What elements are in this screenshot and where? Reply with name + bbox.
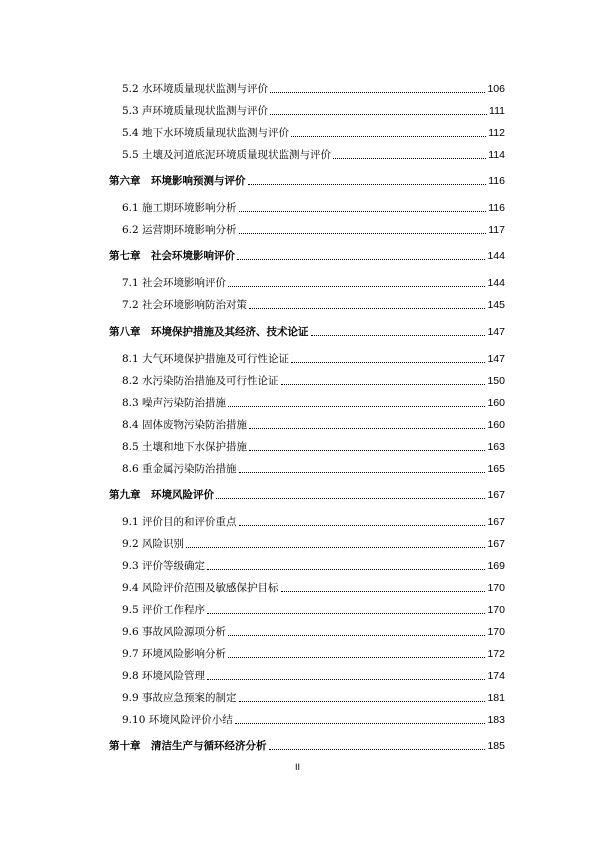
toc-section-entry[interactable] <box>122 144 505 162</box>
toc-page-number: 144 <box>487 250 505 262</box>
dot-leader <box>249 428 485 429</box>
toc-page-number: 116 <box>488 175 505 187</box>
dot-leader <box>239 211 487 212</box>
toc-page-number: 167 <box>487 538 505 550</box>
toc-chapter-entry[interactable] <box>109 170 505 188</box>
toc-entry-label: 8.2 水污染防治措施及可行性论证 <box>122 375 279 387</box>
toc-page-number: 117 <box>488 224 505 236</box>
toc-page-number: 185 <box>487 740 505 752</box>
toc-page-number: 111 <box>489 105 505 117</box>
toc-chapter-entry[interactable] <box>109 245 505 263</box>
toc-chapter-entry[interactable] <box>109 321 505 339</box>
toc-section-entry[interactable] <box>122 294 505 312</box>
toc-section-entry[interactable] <box>122 665 505 683</box>
toc-page-number: 160 <box>487 397 505 409</box>
toc-page-number: 170 <box>487 626 505 638</box>
toc-page-number: 144 <box>487 277 505 289</box>
dot-leader <box>248 184 487 185</box>
toc-page-number: 181 <box>487 692 505 704</box>
toc-page-number: 145 <box>487 299 505 311</box>
toc-entry-label: 9.4 风险评价范围及敏感保护目标 <box>122 582 279 594</box>
dot-leader <box>216 498 485 499</box>
dot-leader <box>269 749 486 750</box>
dot-leader <box>207 679 485 680</box>
toc-section-entry[interactable] <box>122 533 505 551</box>
toc-entry-label: 5.2 水环境质量现状监测与评价 <box>122 83 269 95</box>
toc-entry-label: 7.1 社会环境影响评价 <box>122 277 227 289</box>
dot-leader <box>239 525 486 526</box>
toc-section-entry[interactable] <box>122 511 505 529</box>
toc-section-entry[interactable] <box>122 577 505 595</box>
dot-leader <box>270 114 487 115</box>
toc-section-entry[interactable] <box>122 599 505 617</box>
toc-entry-label: 第七章 社会环境影响评价 <box>109 250 235 262</box>
dot-leader <box>207 569 485 570</box>
toc-entry-label: 9.8 环境风险管理 <box>122 670 206 682</box>
toc-section-entry[interactable] <box>122 621 505 639</box>
toc-entry-label: 9.7 环境风险影响分析 <box>122 648 227 660</box>
toc-section-entry[interactable] <box>122 414 505 432</box>
toc-entry-label: 第十章 清洁生产与循环经济分析 <box>109 740 267 752</box>
dot-leader <box>186 547 485 548</box>
toc-page-number: 183 <box>487 714 505 726</box>
toc-section-entry[interactable] <box>122 219 505 237</box>
toc-page-number: 112 <box>488 127 505 139</box>
dot-leader <box>333 158 486 159</box>
dot-leader <box>311 335 486 336</box>
toc-section-entry[interactable] <box>122 709 505 727</box>
toc-section-entry[interactable] <box>122 458 505 476</box>
toc-section-entry[interactable] <box>122 348 505 366</box>
toc-entry-label: 5.4 地下水环境质量现状监测与评价 <box>122 127 290 139</box>
toc-chapter-entry[interactable] <box>109 484 505 502</box>
toc-entry-label: 6.1 施工期环境影响分析 <box>122 202 237 214</box>
dot-leader <box>239 233 487 234</box>
toc-entry-label: 9.3 评价等级确定 <box>122 560 206 572</box>
dot-leader <box>291 136 486 137</box>
toc-page-number: 150 <box>487 375 505 387</box>
page-number-footer: II <box>294 762 300 772</box>
toc-page-number: 114 <box>488 149 505 161</box>
toc-entry-label: 9.6 事故风险源项分析 <box>122 626 227 638</box>
dot-leader <box>270 92 485 93</box>
toc-page-number: 170 <box>487 604 505 616</box>
toc-page-number: 106 <box>487 83 505 95</box>
toc-section-entry[interactable] <box>122 687 505 705</box>
dot-leader <box>239 701 486 702</box>
dot-leader <box>228 406 485 407</box>
toc-section-entry[interactable] <box>122 197 505 215</box>
dot-leader <box>237 259 485 260</box>
toc-section-entry[interactable] <box>122 370 505 388</box>
toc-section-entry[interactable] <box>122 643 505 661</box>
toc-entry-label: 9.10 环境风险评价小结 <box>122 714 233 726</box>
toc-section-entry[interactable] <box>122 272 505 290</box>
dot-leader <box>249 450 485 451</box>
toc-section-entry[interactable] <box>122 78 505 96</box>
toc-entry-label: 8.5 土壤和地下水保护措施 <box>122 441 248 453</box>
toc-page-number: 167 <box>487 516 505 528</box>
toc-entry-label: 6.2 运营期环境影响分析 <box>122 224 237 236</box>
toc-entry-label: 8.3 噪声污染防治措施 <box>122 397 227 409</box>
dot-leader <box>281 384 486 385</box>
toc-page-number: 147 <box>487 353 505 365</box>
dot-leader <box>291 362 485 363</box>
toc-entry-label: 8.1 大气环境保护措施及可行性论证 <box>122 353 290 365</box>
dot-leader <box>228 286 485 287</box>
dot-leader <box>228 635 485 636</box>
toc-entry-label: 9.2 风险识别 <box>122 538 185 550</box>
toc-page-number: 170 <box>487 582 505 594</box>
toc-entry-label: 第六章 环境影响预测与评价 <box>109 175 246 187</box>
toc-section-entry[interactable] <box>122 100 505 118</box>
toc-page-number: 169 <box>487 560 505 572</box>
toc-page-number: 172 <box>487 648 505 660</box>
dot-leader <box>235 723 486 724</box>
toc-section-entry[interactable] <box>122 555 505 573</box>
toc-page-number: 167 <box>487 489 505 501</box>
dot-leader <box>228 657 485 658</box>
toc-chapter-entry[interactable] <box>109 735 505 753</box>
toc-entry-label: 第九章 环境风险评价 <box>109 489 214 501</box>
dot-leader <box>249 308 485 309</box>
toc-entry-label: 9.1 评价目的和评价重点 <box>122 516 237 528</box>
toc-section-entry[interactable] <box>122 436 505 454</box>
toc-page-number: 147 <box>487 326 505 338</box>
toc-page-number: 174 <box>487 670 505 682</box>
dot-leader <box>239 472 486 473</box>
dot-leader <box>207 613 485 614</box>
toc-page-number: 160 <box>487 419 505 431</box>
dot-leader <box>281 591 486 592</box>
toc-section-entry[interactable] <box>122 122 505 140</box>
toc-page-number: 165 <box>487 463 505 475</box>
toc-entry-label: 8.4 固体废物污染防治措施 <box>122 419 248 431</box>
toc-entry-label: 8.6 重金属污染防治措施 <box>122 463 237 475</box>
toc-page-number: 163 <box>487 441 505 453</box>
toc-section-entry[interactable] <box>122 392 505 410</box>
toc-entry-label: 9.9 事故应急预案的制定 <box>122 692 237 704</box>
toc-entry-label: 7.2 社会环境影响防治对策 <box>122 299 248 311</box>
toc-page-number: 116 <box>488 202 505 214</box>
toc-entry-label: 第八章 环境保护措施及其经济、技术论证 <box>109 326 309 338</box>
toc-entry-label: 5.3 声环境质量现状监测与评价 <box>122 105 269 117</box>
toc-entry-label: 9.5 评价工作程序 <box>122 604 206 616</box>
toc-entry-label: 5.5 土壤及河道底泥环境质量现状监测与评价 <box>122 149 332 161</box>
